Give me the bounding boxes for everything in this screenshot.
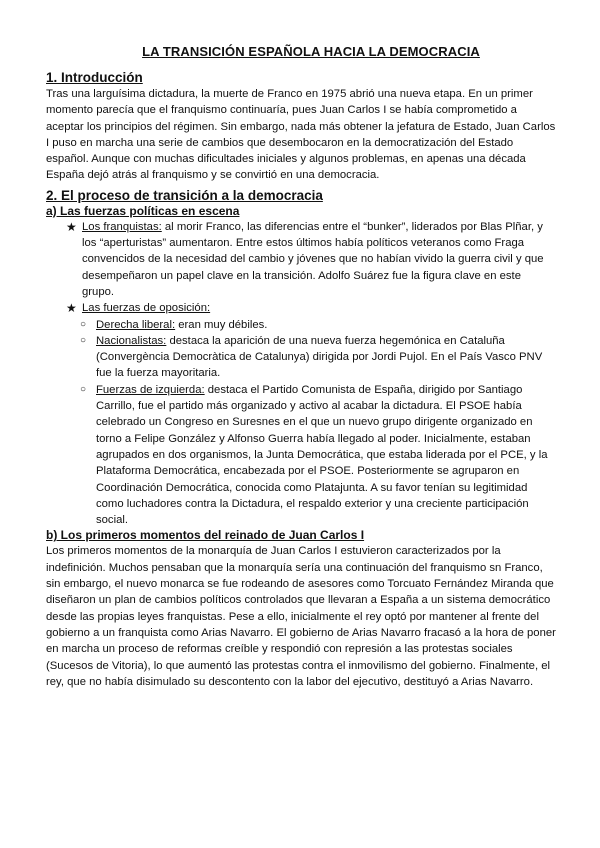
document-title: LA TRANSICIÓN ESPAÑOLA HACIA LA DEMOCRACIA	[142, 44, 480, 59]
document-page	[46, 44, 556, 690]
section-2-heading: 2. El proceso de transición a la democracia	[46, 187, 323, 203]
section-1-text: Tras una larguísima dictadura, la muerte de Franco en 1975 abrió una nueva etapa. En un primer momento parecía que el franquismo continuaría, pues Juan Carlos I se había comprometido a aceptar los principios del régimen. Sin embargo, nada más obtener la jefatura de Estado, Juan Carlos I puso en marcha una serie de cambios que desembocaron en la democratización del Estado español. Aunque con muchas dificultades iniciales y algunos problemas, en apenas una década España dejó atrás al franquismo y se convirtió en una democracia.	[46, 88, 556, 182]
item-text: al morir Franco, las diferencias entre el “bunker”, liderados por Blas Plñar, y los “aperturistas” aumentaron. Entre estos últimos había políticos veteranos como Fraga convencidos de la necesidad del cambio y jóvenes que no habían vivido la guerra civil y que desempeñaron un papel clave en la transición. Adolfo Suárez fue la figura clave en este grupo.	[82, 220, 544, 298]
subitem-label: Derecha liberal:	[96, 318, 176, 331]
subsection-a-heading: a) Las fuerzas políticas en escena	[46, 203, 240, 218]
subitem-text: destaca la aparición de una nueva fuerza hegemónica en Cataluña (Convergència Democràtica de Catalunya) dirigida por Jordi Pujol. En el País Vasco PNV fue la fuerza mayoritaria.	[96, 334, 543, 380]
subitem-label: Nacionalistas:	[96, 334, 167, 347]
star-bullet-icon: ★	[66, 301, 77, 316]
sublist-item-nacionalistas	[80, 333, 556, 382]
political-forces-list	[46, 219, 556, 317]
subitem-label: Fuerzas de izquierda:	[96, 383, 205, 396]
circle-bullet-icon: ○	[80, 334, 87, 346]
item-label: Las fuerzas de oposición:	[82, 302, 211, 315]
opposition-sublist	[46, 317, 556, 529]
sublist-item-derecha	[80, 317, 556, 333]
sublist-item-izquierda	[80, 382, 556, 529]
section-1-heading: 1. Introducción	[46, 70, 143, 85]
subsection-b-heading: b) Los primeros momentos del reinado de Juan Carlos I	[46, 528, 365, 543]
circle-bullet-icon: ○	[80, 383, 87, 395]
list-item-franquistas	[66, 219, 556, 300]
subitem-text: destaca el Partido Comunista de España, dirigido por Santiago Carrillo, fue el partido más organizado y activo al acabar la dictadura. El PSOE había celebrado un Congreso en Suresnes en el que un nuevo grupo dirigente organizado en torno a Felipe González y Alfonso Guerra había llegado al poder. Inicialmente, estaban agrupados en dos organismos, la Junta Democrática, que estaba liderada por el PCE, y la Plataforma Democrática, encabezada por el PSOE. Posteriormente se agruparon en Coordinación Democrática, conocida como Platajunta. A su favor tenían su legitimidad como luchadores contra la Dictadura, el respaldo exterior y una creciente participación social.	[96, 383, 548, 527]
item-label: Los franquistas:	[82, 220, 162, 233]
list-item-oposicion	[66, 300, 556, 316]
star-bullet-icon: ★	[66, 219, 77, 234]
subsection-b-text: Los primeros momentos de la monarquía de Juan Carlos I estuvieron caracterizados por la indefinición. Muchos pensaban que la monarquía sería una continuación del franquismo sn Franco, sin embargo, el nuevo monarca se fue rodeando de asesores como Torcuato Fernández Miranda que diseñaron un plan de cambios políticos controlados que llevaran a España a un sistema democrático desde las propias leyes franquistas. Pese a ello, inicialmente el rey optó por mantener al frente del gobierno a un franquista como Arias Navarro. El gobierno de Arias Navarro fracasó a la hora de poner en marcha un proceso de reformas creíble y respondió con represión a las protestas sociales (Sucesos de Vitoria), lo que aumentó las protestas contra el inmovilismo del gobierno. Finalmente, el rey, que no había disimulado su descontento con la labor del ejecutivo, destituyó a Arias Navarro.	[46, 545, 556, 688]
circle-bullet-icon: ○	[80, 318, 87, 330]
subitem-text: eran muy débiles.	[175, 318, 268, 331]
